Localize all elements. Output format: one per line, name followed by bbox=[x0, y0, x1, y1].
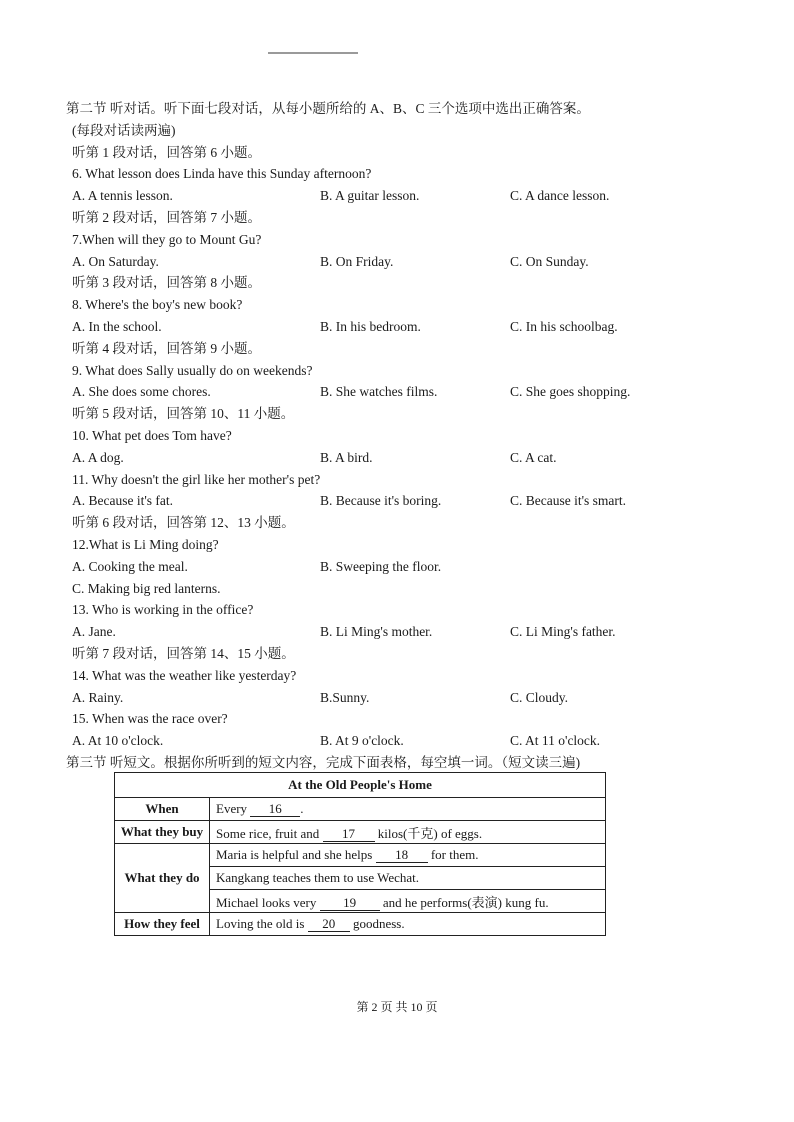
section3-heading: 第三节 听短文。根据你所听到的短文内容，完成下面表格，每空填一词。（短文读三遍) bbox=[66, 754, 581, 770]
table-row bbox=[115, 844, 606, 867]
listening-section bbox=[66, 98, 712, 774]
option-a[interactable]: A. On Saturday. bbox=[72, 253, 159, 269]
question-text: 13. Who is working in the office? bbox=[72, 602, 254, 618]
table-row bbox=[115, 913, 606, 936]
answer-options bbox=[72, 316, 712, 338]
option-a[interactable]: A. A tennis lesson. bbox=[72, 188, 173, 204]
blank-16[interactable]: 16 bbox=[250, 801, 300, 817]
option-b[interactable]: B. In his bedroom. bbox=[320, 318, 421, 334]
option-c[interactable]: C. A cat. bbox=[510, 449, 557, 465]
table-row bbox=[115, 798, 606, 821]
option-b[interactable]: B. Sweeping the floor. bbox=[320, 558, 442, 574]
option-b[interactable]: B. Li Ming's mother. bbox=[320, 624, 433, 640]
answer-options bbox=[72, 251, 712, 273]
option-b[interactable]: B. At 9 o'clock. bbox=[320, 733, 404, 749]
dialogue-instruction: 听第 6 段对话，回答第 12、13 小题。 bbox=[72, 515, 295, 531]
answer-options bbox=[72, 687, 712, 709]
row-label-buy: What they buy bbox=[115, 821, 210, 844]
header-mark bbox=[268, 52, 358, 54]
option-b[interactable]: B. A guitar lesson. bbox=[320, 188, 420, 204]
question-text: 12.What is Li Ming doing? bbox=[72, 536, 219, 552]
row-when-content: Every 16 . bbox=[210, 798, 606, 821]
row-do3-content: Michael looks very 19 and he performs(表演) kung fu. bbox=[210, 890, 606, 913]
question-list bbox=[72, 142, 712, 752]
row-label-do: What they do bbox=[115, 844, 210, 913]
option-b[interactable]: B.Sunny. bbox=[320, 689, 370, 705]
question-text: 15. When was the race over? bbox=[72, 711, 228, 727]
table-title: At the Old People's Home bbox=[115, 773, 606, 798]
option-a[interactable]: A. At 10 o'clock. bbox=[72, 733, 164, 749]
dialogue-instruction: 听第 5 段对话，回答第 10、11 小题。 bbox=[72, 406, 295, 422]
option-a[interactable]: A. Rainy. bbox=[72, 689, 124, 705]
page-number: 第 2 页 共 10 页 bbox=[356, 1000, 438, 1014]
option-c[interactable]: C. Li Ming's father. bbox=[510, 624, 616, 640]
option-c[interactable]: C. Because it's smart. bbox=[510, 493, 627, 509]
option-c[interactable]: C. She goes shopping. bbox=[510, 384, 631, 400]
answer-options bbox=[72, 381, 712, 403]
answer-options bbox=[72, 490, 712, 512]
row-do1-content: Maria is helpful and she helps 18 for them. bbox=[210, 844, 606, 867]
dialogue-instruction: 听第 2 段对话，回答第 7 小题。 bbox=[72, 209, 261, 225]
question-text: 11. Why doesn't the girl like her mother's pet? bbox=[72, 471, 321, 487]
option-b[interactable]: B. Because it's boring. bbox=[320, 493, 442, 509]
section2-note: (每段对话读两遍) bbox=[72, 122, 176, 138]
option-b[interactable]: B. A bird. bbox=[320, 449, 373, 465]
question-text: C. Making big red lanterns. bbox=[72, 580, 221, 596]
row-buy-content: Some rice, fruit and 17 kilos(千克) of eggs. bbox=[210, 821, 606, 844]
answer-options bbox=[72, 730, 712, 752]
answer-options bbox=[72, 556, 712, 578]
question-text: 10. What pet does Tom have? bbox=[72, 427, 232, 443]
blank-19[interactable]: 19 bbox=[320, 895, 380, 911]
row-do2-content: Kangkang teaches them to use Wechat. bbox=[210, 867, 606, 890]
question-text: 14. What was the weather like yesterday? bbox=[72, 667, 297, 683]
row-label-when: When bbox=[115, 798, 210, 821]
option-a[interactable]: A. She does some chores. bbox=[72, 384, 211, 400]
answer-options bbox=[72, 621, 712, 643]
option-a[interactable]: A. In the school. bbox=[72, 318, 162, 334]
option-b[interactable]: B. She watches films. bbox=[320, 384, 438, 400]
option-c[interactable]: C. Cloudy. bbox=[510, 689, 569, 705]
blank-17[interactable]: 17 bbox=[323, 826, 375, 842]
answer-options bbox=[72, 447, 712, 469]
option-c[interactable]: C. In his schoolbag. bbox=[510, 318, 618, 334]
option-a[interactable]: A. A dog. bbox=[72, 449, 124, 465]
answer-options bbox=[72, 185, 712, 207]
option-a[interactable]: A. Jane. bbox=[72, 624, 116, 640]
row-label-feel: How they feel bbox=[115, 913, 210, 936]
blank-20[interactable]: 20 bbox=[308, 916, 350, 932]
option-c[interactable]: C. A dance lesson. bbox=[510, 188, 610, 204]
fill-in-table bbox=[114, 772, 606, 936]
row-feel-content: Loving the old is 20 goodness. bbox=[210, 913, 606, 936]
option-b[interactable]: B. On Friday. bbox=[320, 253, 394, 269]
question-text: 6. What lesson does Linda have this Sunday afternoon? bbox=[72, 166, 372, 182]
question-text: 7.When will they go to Mount Gu? bbox=[72, 231, 262, 247]
table-row bbox=[115, 821, 606, 844]
option-c[interactable]: C. On Sunday. bbox=[510, 253, 589, 269]
dialogue-instruction: 听第 1 段对话，回答第 6 小题。 bbox=[72, 144, 261, 160]
option-c[interactable]: C. At 11 o'clock. bbox=[510, 733, 601, 749]
option-a[interactable]: A. Cooking the meal. bbox=[72, 558, 188, 574]
dialogue-instruction: 听第 3 段对话，回答第 8 小题。 bbox=[72, 275, 261, 291]
question-text: 8. Where's the boy's new book? bbox=[72, 297, 243, 313]
blank-18[interactable]: 18 bbox=[376, 847, 428, 863]
option-a[interactable]: A. Because it's fat. bbox=[72, 493, 174, 509]
section2-heading: 第二节 听对话。听下面七段对话，从每小题所给的 A、B、C 三个选项中选出正确答案。 bbox=[66, 101, 590, 116]
dialogue-instruction: 听第 4 段对话，回答第 9 小题。 bbox=[72, 340, 261, 356]
dialogue-instruction: 听第 7 段对话，回答第 14、15 小题。 bbox=[72, 645, 295, 661]
question-text: 9. What does Sally usually do on weekends? bbox=[72, 362, 313, 378]
